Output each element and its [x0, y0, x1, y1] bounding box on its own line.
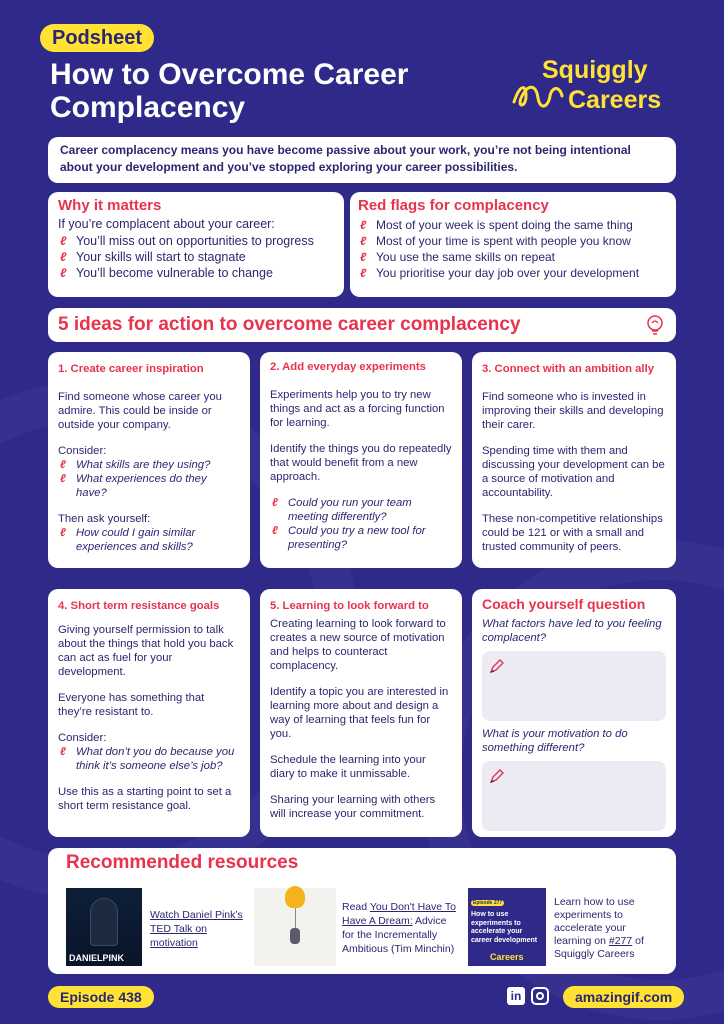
list-item: ℓ What skills are they using?: [58, 458, 240, 472]
idea-5-title: 5. Learning to look forward to: [270, 600, 429, 612]
red-flags-title: Red flags for complacency: [358, 197, 549, 214]
answer-box-2[interactable]: [482, 761, 666, 831]
resource-book-post: Advice for the Incrementally Ambitious (Tim Minchin): [342, 915, 455, 955]
why-it-matters-card: [48, 192, 344, 297]
idea-card-1: [48, 352, 250, 568]
red-flags-card: [350, 192, 676, 297]
resource-link-episode-277[interactable]: #277: [608, 935, 633, 947]
list-item: ℓ You use the same skills on repeat: [358, 249, 668, 265]
idea-5-text: Identify a topic you are interested in learning more about and design a way of learning that feels fun for you.: [270, 686, 449, 740]
thumbnail-caption: DANIELPINK: [69, 953, 125, 963]
idea-1-ask-questions: [58, 526, 240, 554]
pencil-icon: [488, 767, 506, 785]
idea-2-questions: [270, 496, 452, 552]
pencil-icon: [488, 657, 506, 675]
idea-1-consider: Consider:: [58, 445, 107, 457]
episode-badge: Episode 438: [48, 986, 154, 1008]
idea-5-text: Sharing your learning with others will increase your commitment.: [270, 794, 436, 820]
ideas-title-card: [48, 308, 676, 342]
idea-5-text: Creating learning to look forward to creates a new source of motivation and helps to counteract complacency.: [270, 618, 446, 672]
page-title: [50, 58, 408, 124]
why-list: [58, 233, 334, 281]
idea-3-text: Find someone who is invested in improving their skills and developing their carer.: [482, 391, 664, 431]
speaker-silhouette: [90, 898, 118, 946]
resources-title: Recommended resources: [66, 852, 299, 873]
squiggly-careers-logo: [512, 56, 687, 118]
idea-4-text: Use this as a starting point to set a short term resistance goal.: [58, 786, 232, 812]
red-flags-list: [358, 217, 668, 281]
ideas-title: 5 ideas for action to overcome career complacency: [58, 314, 521, 335]
resources-card: [48, 848, 676, 974]
coach-yourself-card: [472, 589, 676, 837]
resource-episode-pre: Learn how to use experiments to accelerate your learning on: [554, 896, 635, 947]
linkedin-icon[interactable]: in: [507, 987, 525, 1005]
why-it-matters-title: Why it matters: [58, 197, 162, 214]
idea-4-text: Giving yourself permission to talk about the things that hold you back can act as fuel for your development.: [58, 624, 234, 678]
intro-card: [48, 137, 676, 183]
logo-squiggle-icon: [512, 82, 572, 112]
resource-episode-post: of Squiggly Careers: [554, 935, 644, 960]
page-title-line2: Complacency: [50, 91, 246, 124]
idea-2-title: 2. Add everyday experiments: [270, 361, 426, 373]
list-item: ℓ What don’t you do because you think it’s someone else’s job?: [58, 745, 240, 773]
list-item: ℓ You’ll miss out on opportunities to progress: [58, 233, 334, 249]
page-title-line1: How to Overcome Career: [50, 58, 409, 91]
answer-box-1[interactable]: [482, 651, 666, 721]
balloon-string: [295, 908, 296, 928]
idea-card-3: [472, 352, 676, 568]
resource-link-book[interactable]: You Don't Have To Have A Dream:: [342, 901, 456, 927]
idea-2-text: Identify the things you do repeatedly that would benefit from a new approach.: [270, 443, 452, 483]
idea-card-2: [260, 352, 462, 568]
resource-book-pre: Read: [342, 901, 370, 913]
intro-text: Career complacency means you have become passive about your work, you’re not being intentional about your development and you’ve stopped exploring your career possibilities.: [60, 143, 631, 174]
idea-4-text: Everyone has something that they’re resistant to.: [58, 692, 205, 718]
list-item: ℓ Could you run your team meeting differently?: [270, 496, 452, 524]
list-item: ℓ Most of your week is spent doing the same thing: [358, 217, 668, 233]
idea-3-text: Spending time with them and discussing your development can be a source of motivation and accountability.: [482, 445, 665, 499]
list-item: ℓ You prioritise your day job over your development: [358, 265, 668, 281]
list-item: ℓ Most of your time is spent with people you know: [358, 233, 668, 249]
idea-1-questions: [58, 458, 240, 500]
book-cover-thumbnail[interactable]: [254, 888, 336, 966]
coach-question-2: What is your motivation to do something different?: [482, 728, 628, 754]
resource-text-book: [342, 900, 460, 956]
idea-1-text: Find someone whose career you admire. This could be inside or outside your company.: [58, 391, 222, 431]
website-link[interactable]: amazingif.com: [563, 986, 684, 1008]
episode-thumb-title: How to use experiments to accelerate your career development: [471, 911, 538, 944]
episode-thumb-logo: Careers: [490, 952, 524, 962]
idea-1-ask: Then ask yourself:: [58, 513, 151, 525]
logo-text-line2: Careers: [568, 86, 662, 114]
logo-text-line1: Squiggly: [542, 56, 648, 84]
coach-title: Coach yourself question: [482, 596, 646, 612]
list-item: ℓ Your skills will start to stagnate: [58, 249, 334, 265]
coach-question-1: What factors have led to you feeling complacent?: [482, 618, 662, 644]
list-item: ℓ What experiences do they have?: [58, 472, 240, 500]
idea-card-5: [260, 589, 462, 837]
idea-4-consider: Consider:: [58, 732, 107, 744]
figure-icon: [290, 928, 300, 944]
episode-tag: Episode 277: [473, 900, 503, 906]
idea-4-questions: [58, 745, 240, 773]
idea-2-text: Experiments help you to try new things and act as a forcing function for learning.: [270, 389, 445, 429]
idea-3-title: 3. Connect with an ambition ally: [482, 363, 654, 375]
podsheet-badge: Podsheet: [40, 24, 154, 52]
resource-text-episode: [554, 896, 660, 961]
list-item: ℓ How could I gain similar experiences and skills?: [58, 526, 240, 554]
balloon-icon: [285, 886, 305, 908]
idea-3-text: These non-competitive relationships could be 121 or with a small and trusted community of peers.: [482, 513, 663, 553]
resource-link-ted-talk[interactable]: Watch Daniel Pink’s TED Talk on motivation: [150, 909, 243, 949]
ted-talk-thumbnail[interactable]: [66, 888, 142, 966]
idea-4-title: 4. Short term resistance goals: [58, 600, 220, 612]
instagram-icon[interactable]: [531, 987, 549, 1005]
why-lead: If you’re complacent about your career:: [58, 217, 275, 231]
idea-5-text: Schedule the learning into your diary to make it unmissable.: [270, 754, 426, 780]
lightbulb-icon: [644, 313, 666, 337]
list-item: ℓ Could you try a new tool for presenting?: [270, 524, 452, 552]
episode-277-thumbnail[interactable]: [468, 888, 546, 966]
idea-card-4: [48, 589, 250, 837]
list-item: ℓ You’ll become vulnerable to change: [58, 265, 334, 281]
idea-1-title: 1. Create career inspiration: [58, 363, 204, 375]
